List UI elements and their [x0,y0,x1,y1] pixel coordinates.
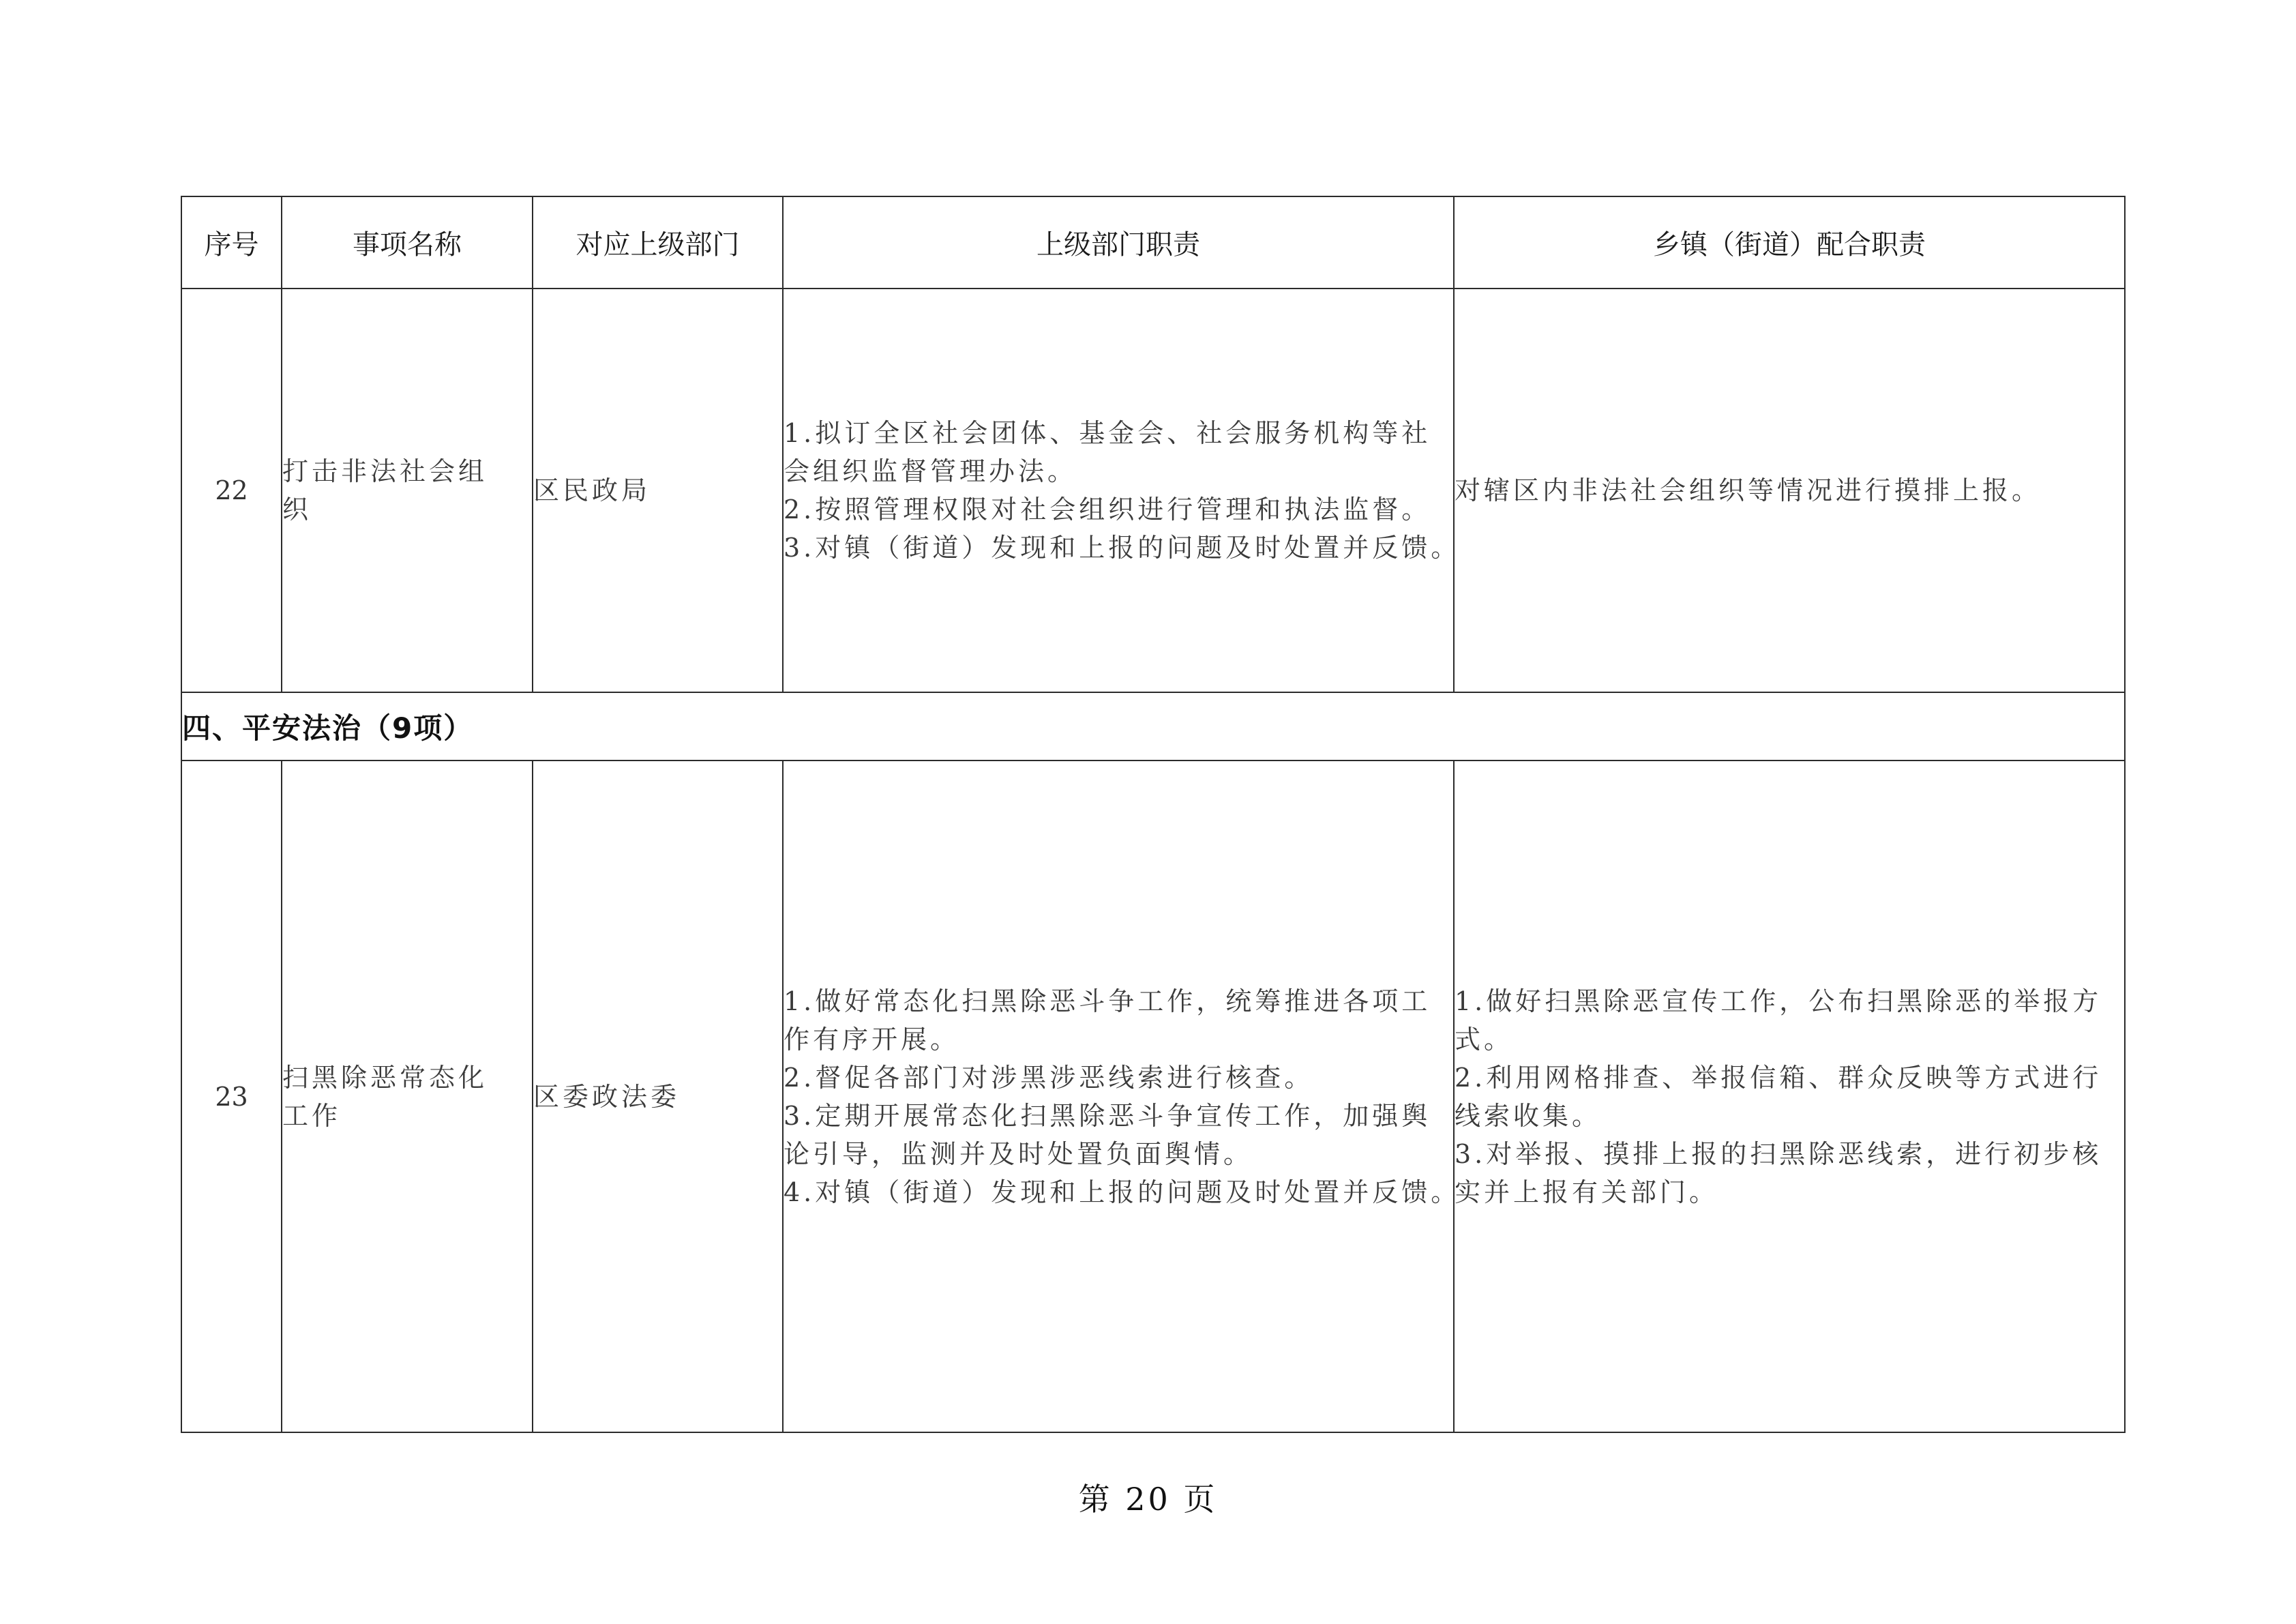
header-no: 序号 [181,196,282,289]
header-town-duty: 乡镇（街道）配合职责 [1454,196,2125,289]
text-line: 1.拟订全区社会团体、基金会、社会服务机构等社 [784,418,1431,448]
text-line: 4.对镇（街道）发现和上报的问题及时处置并反馈。 [784,1177,1461,1207]
row-dept: 区委政法委 [533,761,783,1432]
header-dept-duty: 上级部门职责 [783,196,1454,289]
row-town-duty [1454,761,2125,1432]
row-dept-duty [783,761,1461,1432]
text-line: 3.对举报、摸排上报的扫黑除恶线索，进行初步核 [1455,1138,2102,1169]
row-dept-duty [783,289,1461,692]
text-line: 打击非法社会组 [282,456,488,486]
text-line: 论引导，监测并及时处置负面舆情。 [784,1138,1253,1169]
text-line: 线索收集。 [1455,1100,1602,1131]
text-line: 1.做好常态化扫黑除恶斗争工作，统筹推进各项工 [784,986,1431,1016]
text-line: 3.定期开展常态化扫黑除恶斗争宣传工作，加强舆 [784,1100,1431,1131]
text-line: 2.利用网格排查、举报信箱、群众反映等方式进行 [1455,1062,2102,1093]
text-line: 实并上报有关部门。 [1455,1177,1719,1207]
text-line: 作有序开展。 [784,1024,960,1054]
row-no: 22 [181,289,282,692]
row-town-duty [1454,289,2125,692]
header-item-name: 事项名称 [282,196,533,289]
text-line: 2.按照管理权限对社会组织进行管理和执法监督。 [784,494,1431,525]
text-line: 3.对镇（街道）发现和上报的问题及时处置并反馈。 [784,533,1461,563]
text-line: 会组织监督管理办法。 [784,456,1077,486]
duty-table [181,196,2126,1433]
row-item-name [282,761,533,1432]
text-line: 织 [282,494,312,525]
header-dept: 对应上级部门 [533,196,783,289]
text-line: 2.督促各部门对涉黑涉恶线索进行核查。 [784,1062,1314,1093]
header-row [181,196,2125,289]
table-row [181,761,2125,1432]
text-line: 扫黑除恶常态化 [282,1062,488,1093]
row-item-name [282,289,533,692]
text-line: 工作 [282,1100,342,1131]
text-line: 式。 [1455,1024,1514,1054]
section-title: 四、平安法治（9项） [181,692,2125,761]
table-row [181,289,2125,692]
text-line: 对辖区内非法社会组织等情况进行摸排上报。 [1455,475,2042,505]
text-line: 1.做好扫黑除恶宣传工作，公布扫黑除恶的举报方 [1455,986,2102,1016]
page-number: 第 20 页 [1078,1481,1218,1518]
row-dept: 区民政局 [533,289,783,692]
section-row [181,692,2125,761]
row-no: 23 [181,761,282,1432]
